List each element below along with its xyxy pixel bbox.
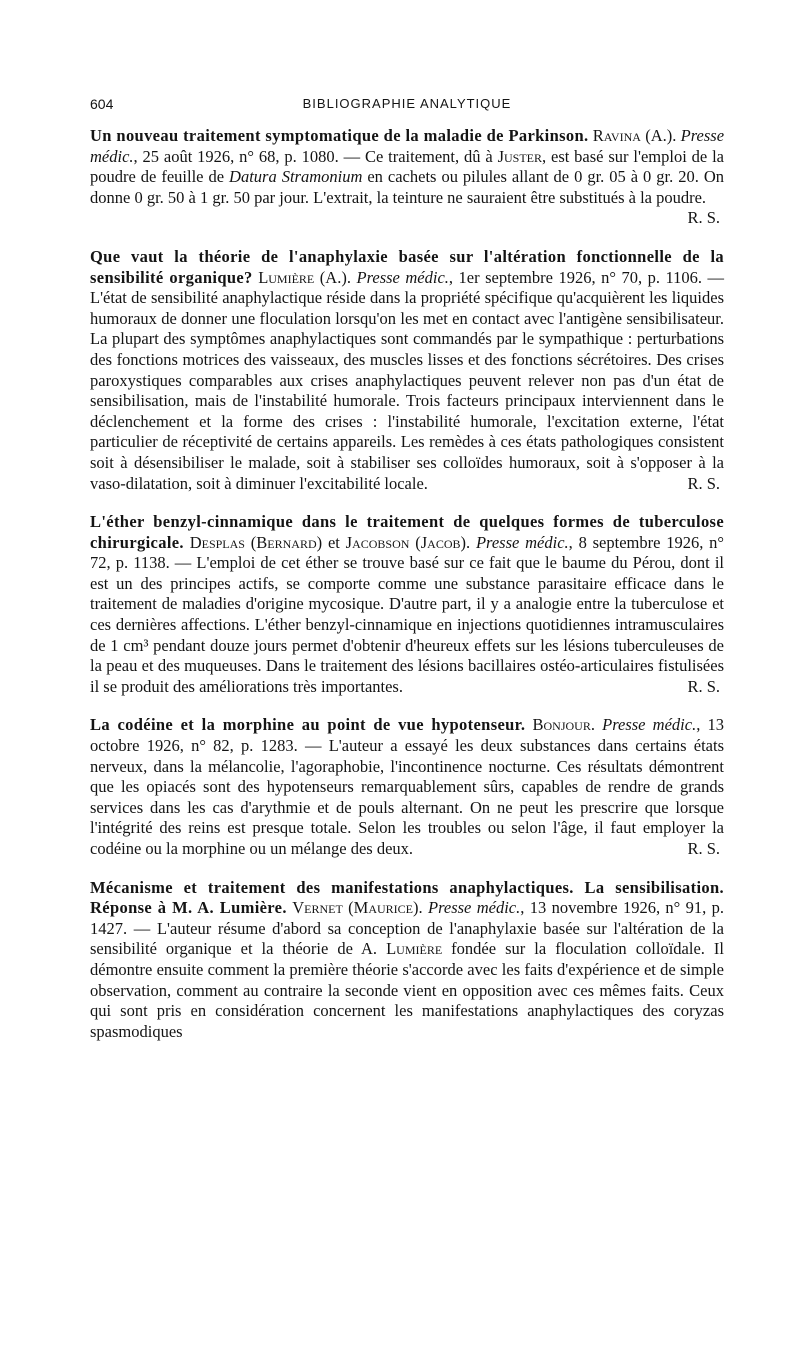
entry-journal: Presse médic.	[427, 898, 521, 918]
entry-initials: R. S.	[687, 839, 720, 858]
entry-initials: R. S.	[687, 208, 720, 228]
entry-journal: Presse médic.	[602, 715, 697, 735]
entry-codeine	[90, 715, 724, 859]
entry-ether-benzyl: L'éther benzyl-cinnamique dans le traitement de quelques formes de tuberculose chirurgicale. Desplas (Bernard) et Jacobson (Jacob). Presse médic., 8 septembre 1926, n° 72, p. 1138. — L'emploi de cet éther se trouve basé sur ce fait que le baume du Pérou, dont il est un des principes actifs, se comporte comme une substance parasitaire efficace dans le traitement de maladies d'origine mycosique. D'autre part, il y a analogie entre la tuberculose et ces dernières affections. L'éther benzyl-cinnamique en injections quotidiennes intramusculaires de 1 cm³ pendant douze jours permet d'obtenir d'heureux effets sur les lésions tuberculeuses de la peau et des muqueuses. Dans le traitement des lésions bacillaires ostéo-articulaires fistulisées il se produit des améliorations très importantes. R. S.	[90, 512, 725, 696]
entry-title: L'éther benzyl-cinnamique dans le traitement de quelques formes de tuberculose chirurgicale.	[90, 512, 724, 552]
entry-author-initial: (A.).	[645, 126, 677, 145]
entry-title: La codéine et la morphine au point de vue hypotenseur.	[90, 715, 526, 735]
entry-author: Bonjour.	[532, 715, 595, 735]
entry-author: Ravina	[592, 126, 641, 145]
entry-citation: , 1er septembre 1926, n° 70, p. 1106. —	[448, 267, 725, 287]
entry-citation: , 13 octobre 1926, n° 82, p. 1283. —	[90, 715, 724, 756]
entry-author-first: Maurice	[353, 898, 413, 918]
entry-citation: , 13 novembre 1926, n° 91, p. 1427. —	[90, 898, 725, 938]
entry-title: Un nouveau traitement symptomatique de la maladie de Parkinson.	[90, 126, 589, 145]
entry-body: en cachets ou pilules allant de 0 gr. 05 à 0 gr. 20. On donne 0 gr. 50 à 1 gr. 50 par jour. L'extrait, la teinture ne sauraient être substitués à la poudre.	[90, 167, 724, 207]
entry-mecanisme: Mécanisme et traitement des manifestations anaphylactiques. La sensibilisation. Réponse à M. A. Lumière. Vernet (Maurice). Presse médic., 13 novembre 1926, n° 91, p. 1427. — L'auteur résume d'abord sa conception de l'anaphylaxie basée sur l'altération de la sensibilité organique et la théorie de A. Lumière fondée sur la floculation colloïdale. Il démontre ensuite comment la première théorie s'accorde avec les faits d'expérience et de simple observation, comment au contraire la seconde vient en opposition avec ces mêmes faits. Ceux qui sont pris en considération concernent les manifestations anaphylactiques des coryzas spasmodiques	[90, 877, 725, 1041]
running-title: BIBLIOGRAPHIE ANALYTIQUE	[302, 96, 512, 111]
entry-author: Jacobson	[345, 532, 410, 552]
entry-author: Desplas	[189, 532, 245, 552]
entry-citation: , 25 août 1926, n° 68, p. 1080. — Ce traitement, dû à	[133, 146, 498, 166]
entry-author-initial: (A.).	[319, 267, 351, 287]
entry-citation: , 8 septembre 1926, n° 72, p. 1138. —	[90, 532, 725, 573]
entry-initials: R. S.	[687, 676, 720, 696]
entry-cited-name: Juster	[497, 146, 542, 166]
entry-body: L'auteur résume d'abord sa conception de l'anaphylaxie basée sur l'altération de la sensibilité organique et la théorie de A.	[90, 918, 724, 959]
entry-body: fondée sur la floculation colloïdale. Il démontre ensuite comment la première théorie s'accorde avec les faits d'expérience et de simple observation, comment au contraire la seconde vient en opposition avec ces mêmes faits. Ceux qui sont pris en considération concernent les manifestations anaphylactiques des coryzas spasmodiques	[90, 939, 724, 1041]
entry-author: Vernet	[292, 898, 343, 918]
entry-author-first: Jacob	[420, 532, 461, 552]
entry-journal: Presse médic.	[356, 267, 449, 287]
entry-author: Lumière	[258, 267, 315, 287]
entry-body: L'état de sensibilité anaphylactique réside dans la propriété spécifique qu'acquièrent les liquides humoraux de donner une floculation lorsqu'on les met en contact avec l'antigène sensibilisateur. La plupart des symptômes anaphylactiques sont commandés par le sympathique : perturbations des fonctions motrices des vaisseaux, des muscles lisses et des fonctions sécrétoires. Des crises paroxystiques comparables aux crises anaphylactiques peuvent relever non pas d'un état de sensibilisation, mais de l'instabilité humorale. Trois facteurs principaux interviennent dans le déclenchement et la forme des crises : l'instabilité humorale, l'excitation externe, l'état particulier de réceptivité de certains appareils. Les remèdes à ces états pathologiques consistent soit à désensibiliser le malade, soit à stabiliser ses colloïdes humoraux, soit à s'opposer à la vaso-dilatation, soit à diminuer l'excitabilité locale.	[90, 288, 724, 493]
entry-anaphylaxie	[90, 247, 724, 494]
entry-title: Mécanisme et traitement des manifestations anaphylactiques. La sensibilisation. Réponse à M. A. Lumière.	[90, 877, 724, 918]
entry-title: Que vaut la théorie de l'anaphylaxie basée sur l'altération fonctionnelle de la sensibilité organique?	[90, 246, 724, 287]
entry-journal: Presse médic.	[90, 126, 725, 166]
entry-plant-name: Datura Stramonium	[229, 167, 363, 187]
running-head	[90, 96, 724, 120]
page-number: 604	[90, 96, 114, 112]
entry-cited-name: Lumière	[386, 939, 443, 959]
entry-journal: Presse médic.	[475, 532, 569, 552]
entry-initials: R. S.	[687, 473, 720, 493]
entry-body: L'auteur a essayé les deux substances dans certains états nerveux, dans la mélancolie, l'agoraphobie, l'incontinence nocturne. Ces résultats démontrent que les opiacés sont des hypotenseurs remarquablement sûrs, capables de rendre de grands services dans les cas d'arythmie et de pouls alternant. On ne peut les prescrire que lorsque l'intégrité des reins est presque totale. Selon les troubles ou selon l'âge, il faut employer la codéine ou la morphine ou un mélange des deux.	[90, 736, 725, 858]
entry-body: L'emploi de cet éther se trouve basé sur ce fait que le baume du Pérou, dont il est un des principes actifs, se comporte comme une substance parasitaire efficace dans le traitement de maladies d'origine mycosique. D'autre part, il y a analogie entre la tuberculose et ces dernières affections. L'éther benzyl-cinnamique en injections quotidiennes intramusculaires de 1 cm³ pendant douze jours permet d'obtenir d'heureux effets sur les lésions tuberculeuses de la peau et des muqueuses. Dans le traitement des lésions bacillaires ostéo-articulaires fistulisées il se produit des améliorations très importantes.	[90, 553, 725, 696]
entry-author-first: Bernard	[256, 532, 317, 552]
entry-body: , est basé sur l'emploi de la poudre de feuille de	[90, 146, 724, 187]
entry-parkinson	[90, 126, 724, 229]
